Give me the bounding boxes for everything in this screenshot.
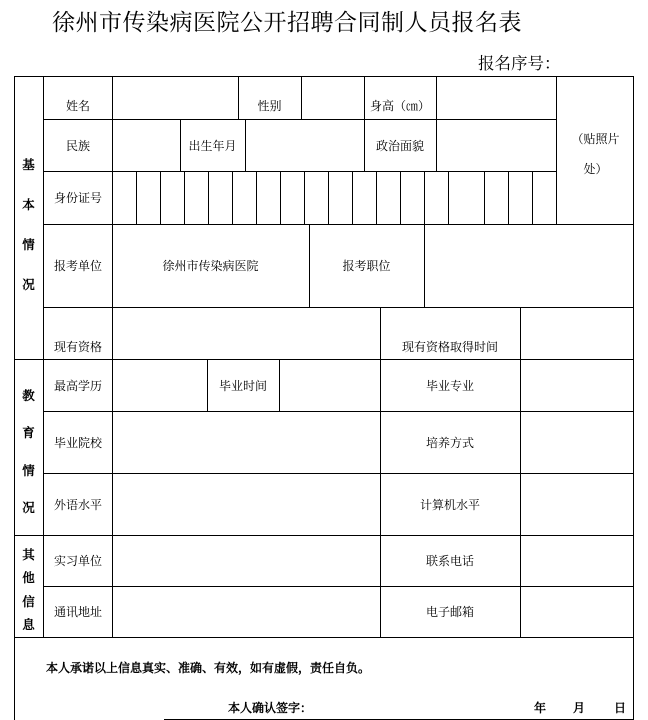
address-label: 通讯地址 (53, 605, 102, 619)
political-field[interactable] (437, 120, 556, 171)
section-char: 信 (22, 593, 35, 609)
birth-field[interactable] (246, 120, 364, 171)
graduation-time-label: 毕业时间 (218, 378, 267, 393)
qualification-date-field[interactable] (521, 308, 633, 359)
height-field[interactable] (437, 77, 556, 119)
date-day-label: 日 (614, 701, 627, 715)
apply-position-label: 报考职位 (342, 259, 391, 273)
photo-box (557, 124, 634, 184)
signature-field[interactable] (324, 691, 504, 717)
highest-degree-field[interactable] (113, 360, 207, 411)
id-number-field[interactable] (113, 172, 556, 224)
id-number-label: 身份证号 (53, 191, 102, 205)
phone-field[interactable] (521, 536, 633, 586)
address-field[interactable] (113, 587, 380, 637)
foreign-language-field[interactable] (113, 474, 380, 535)
school-field[interactable] (113, 412, 380, 473)
apply-unit-value: 徐州市传染病医院 (162, 259, 259, 273)
gender-field[interactable] (302, 77, 364, 119)
email-label: 电子邮箱 (425, 605, 474, 619)
birth-label: 出生年月 (188, 138, 237, 153)
date-month-label: 月 (573, 701, 586, 715)
section-char: 基 (22, 157, 35, 172)
qualification-date-label: 现有资格取得时间 (401, 339, 498, 354)
ethnicity-field[interactable] (113, 120, 180, 171)
serial-number-label: 报名序号： (478, 54, 561, 73)
major-label: 毕业专业 (425, 378, 474, 393)
name-label: 姓名 (65, 98, 90, 113)
section-char: 教 (22, 387, 35, 403)
highest-degree-label: 最高学历 (53, 378, 102, 393)
political-label: 政治面貌 (375, 138, 424, 153)
apply-unit-label: 报考单位 (53, 259, 102, 273)
foreign-language-label: 外语水平 (53, 497, 102, 512)
major-field[interactable] (521, 360, 633, 411)
section-line (14, 637, 634, 638)
email-field[interactable] (521, 587, 633, 637)
section-char: 其 (22, 546, 35, 562)
registration-form (14, 76, 634, 720)
internship-unit-field[interactable] (113, 536, 380, 586)
training-mode-label: 培养方式 (425, 435, 474, 450)
section-char: 育 (22, 425, 35, 441)
section-char: 情 (22, 462, 35, 478)
section-basic-info (14, 144, 43, 304)
height-label: 身高（㎝） (369, 98, 430, 113)
graduation-time-field[interactable] (280, 360, 380, 411)
phone-label: 联系电话 (425, 554, 474, 568)
apply-position-field[interactable] (425, 225, 633, 307)
gender-label: 性别 (257, 98, 282, 113)
training-mode-field[interactable] (521, 412, 633, 473)
section-char: 他 (22, 570, 35, 586)
section-char: 况 (22, 277, 35, 292)
section-char: 本 (22, 197, 35, 212)
qualification-field[interactable] (113, 308, 380, 359)
page-title: 徐州市传染病医院公开招聘合同制人员报名表 (52, 10, 522, 36)
signature-label: 本人确认签字： (228, 701, 313, 715)
computer-level-field[interactable] (521, 474, 633, 535)
photo-label-line2: 处） (583, 162, 608, 176)
section-char: 息 (22, 617, 35, 633)
date-year-label: 年 (534, 701, 547, 715)
school-label: 毕业院校 (53, 435, 102, 450)
section-other-info (14, 542, 43, 636)
name-field[interactable] (113, 77, 238, 119)
computer-level-label: 计算机水平 (419, 497, 480, 512)
section-char: 情 (22, 237, 35, 252)
internship-unit-label: 实习单位 (53, 554, 102, 568)
pledge-statement: 本人承诺以上信息真实、准确、有效，如有虚假，责任自负。 (46, 661, 371, 675)
section-char: 况 (22, 500, 35, 516)
photo-label-line1: （贴照片 (571, 132, 620, 146)
ethnicity-label: 民族 (65, 138, 90, 153)
qualification-label: 现有资格 (53, 339, 102, 354)
section-education (14, 376, 43, 526)
